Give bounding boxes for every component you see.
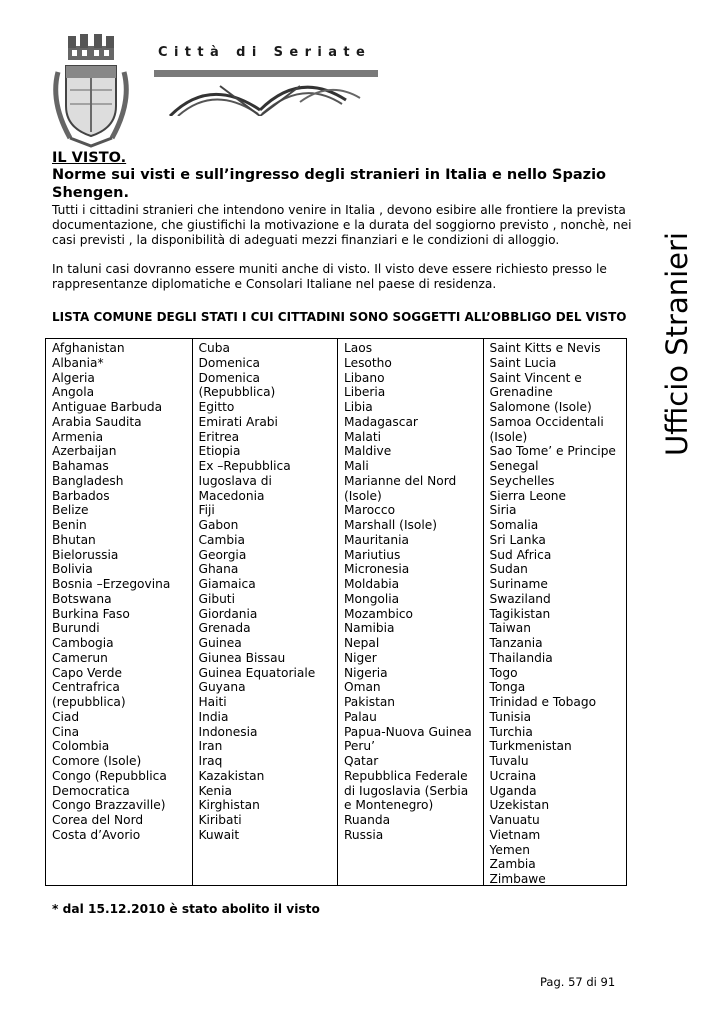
country-item: e Montenegro) <box>344 798 434 813</box>
paragraph-1: Tutti i cittadini stranieri che intendono venire in Italia , devono esibire alle frontiere la prevista documentazione, che giustifichi la motivazione e la durata del soggiorno previsto , nonchè, nei casi previsti , la disponibilità di adeguati mezzi finanziari e le condizioni di alloggio. <box>52 203 632 247</box>
country-item: Moldabia <box>344 577 400 591</box>
country-item: Marshall (Isole) <box>344 518 437 532</box>
countries-column-1 <box>46 339 192 885</box>
country-item: Siria <box>489 503 517 518</box>
country-item: Burkina Faso <box>52 606 130 621</box>
country-item: Maldive <box>344 444 392 459</box>
country-item: Guinea <box>198 636 242 650</box>
country-item: Vanuatu <box>489 813 540 827</box>
country-item: Sri Lanka <box>489 532 546 547</box>
country-item: (repubblica) <box>52 695 126 709</box>
country-item: Vietnam <box>489 827 541 842</box>
country-item: (Repubblica) <box>198 385 276 400</box>
country-item: Sudan <box>489 562 528 577</box>
country-item: Qatar <box>344 754 379 768</box>
country-item: Giordania <box>198 606 258 621</box>
country-item: Capo Verde <box>52 665 122 680</box>
country-item: Suriname <box>489 577 548 591</box>
country-item: Corea del Nord <box>52 813 144 827</box>
country-item: Bahamas <box>52 459 109 473</box>
country-item: India <box>198 709 229 724</box>
country-item: Somalia <box>489 518 539 532</box>
coat-of-arms-icon <box>48 32 134 148</box>
country-item: Algeria <box>52 370 95 385</box>
country-item: Cina <box>52 724 80 739</box>
country-item: Saint Kitts e Nevis <box>489 341 601 355</box>
countries-column-3 <box>337 339 483 885</box>
country-item: Azerbaijan <box>52 444 117 459</box>
country-item: Iugoslava di <box>198 473 272 488</box>
section-title: IL VISTO. <box>52 150 127 166</box>
country-item: Giamaica <box>198 577 256 591</box>
country-item: Bosnia –Erzegovina <box>52 577 171 591</box>
side-label <box>660 232 694 456</box>
country-item: Congo (Repubblica <box>52 768 167 783</box>
country-item: Benin <box>52 518 87 532</box>
country-item: Kazakistan <box>198 768 265 783</box>
country-item: Burundi <box>52 621 100 636</box>
country-item: Costa d’Avorio <box>52 827 141 842</box>
country-item: Libano <box>344 370 385 385</box>
country-item: Egitto <box>198 400 235 414</box>
country-item: Saint Vincent e <box>489 370 582 385</box>
country-item: Ruanda <box>344 813 391 827</box>
country-item: Eritrea <box>198 429 240 444</box>
country-item: Peru’ <box>344 739 376 754</box>
country-item: Ucraina <box>489 768 537 783</box>
country-item: Ciad <box>52 709 80 724</box>
country-item: Afghanistan <box>52 341 125 355</box>
country-item: Albania* <box>52 355 104 370</box>
country-item: Cuba <box>198 341 230 355</box>
country-item: di Iugoslavia (Serbia <box>344 783 469 798</box>
country-item: Saint Lucia <box>489 355 557 370</box>
country-item: Russia <box>344 827 384 842</box>
country-item: Zambia <box>489 857 536 872</box>
country-item: Tuvalu <box>489 754 529 768</box>
country-item: Domenica <box>198 370 260 385</box>
country-item: (Isole) <box>344 488 382 503</box>
country-item: Nepal <box>344 636 380 650</box>
country-item: Marianne del Nord <box>344 473 457 488</box>
footnote: * dal 15.12.2010 è stato abolito il visto <box>52 902 320 916</box>
country-item: Domenica <box>198 355 260 370</box>
country-item: Comore (Isole) <box>52 754 142 768</box>
country-item: Mauritania <box>344 532 409 547</box>
country-item: Belize <box>52 503 89 518</box>
country-item: Mali <box>344 459 369 473</box>
country-item: Kirghistan <box>198 798 260 813</box>
country-item: Haiti <box>198 695 227 709</box>
country-item: Colombia <box>52 739 110 754</box>
country-item: Trinidad e Tobago <box>489 695 597 709</box>
section-subtitle: Norme sui visti e sull’ingresso degli stranieri in Italia e nello Spazio Shengen. <box>52 167 606 201</box>
country-item: Yemen <box>489 842 530 857</box>
country-item: Kenia <box>198 783 232 798</box>
country-item: Madagascar <box>344 414 418 429</box>
country-item: (Isole) <box>489 429 528 444</box>
country-item: Pakistan <box>344 695 396 709</box>
country-item: Camerun <box>52 650 108 665</box>
country-item: Mongolia <box>344 591 400 606</box>
country-item: Seychelles <box>489 473 555 488</box>
country-item: Micronesia <box>344 562 410 577</box>
country-item: Fiji <box>198 503 215 518</box>
country-item: Niger <box>344 650 377 665</box>
country-item: Ghana <box>198 562 239 577</box>
paragraph-2: In taluni casi dovranno essere muniti anche di visto. Il visto deve essere richiesto presso le rappresentanze diplomatiche e Consolari Italiane nel paese di residenza. <box>52 262 607 291</box>
country-item: Turkmenistan <box>489 739 572 754</box>
list-title: LISTA COMUNE DEGLI STATI I CUI CITTADINI SONO SOGGETTI ALL’OBBLIGO DEL VISTO <box>52 310 627 324</box>
country-item: Gibuti <box>198 591 235 606</box>
side-label-text: Ufficio Stranieri <box>660 232 694 456</box>
country-item: Emirati Arabi <box>198 414 278 429</box>
country-item: Swaziland <box>489 591 551 606</box>
country-item: Namibia <box>344 621 395 636</box>
country-item: Salomone (Isole) <box>489 400 592 414</box>
country-item: Macedonia <box>198 488 265 503</box>
country-item: Grenadine <box>489 385 553 400</box>
country-item: Liberia <box>344 385 386 400</box>
country-item: Lesotho <box>344 355 392 370</box>
country-item: Tagikistan <box>489 606 551 621</box>
country-item: Botswana <box>52 591 112 606</box>
country-item: Mariutius <box>344 547 401 562</box>
country-item: Sierra Leone <box>489 488 567 503</box>
country-item: Uzekistan <box>489 798 550 813</box>
country-item: Togo <box>489 665 518 680</box>
country-item: Kuwait <box>198 827 240 842</box>
country-item: Iran <box>198 739 223 754</box>
country-item: Repubblica Federale <box>344 768 468 783</box>
country-item: Guinea Equatoriale <box>198 665 316 680</box>
country-item: Arabia Saudita <box>52 414 142 429</box>
country-item: Barbados <box>52 488 110 503</box>
country-item: Antiguae Barbuda <box>52 400 163 414</box>
country-item: Ex –Repubblica <box>198 459 291 473</box>
country-item: Sud Africa <box>489 547 552 562</box>
country-item: Malati <box>344 429 382 444</box>
country-item: Taiwan <box>489 621 531 636</box>
countries-column-2 <box>192 339 338 885</box>
country-item: Tunisia <box>489 709 532 724</box>
country-item: Angola <box>52 385 95 400</box>
country-item: Indonesia <box>198 724 258 739</box>
country-item: Bangladesh <box>52 473 124 488</box>
country-item: Palau <box>344 709 377 724</box>
city-name: Città di Seriate <box>158 45 372 60</box>
page-number: Pag. 57 di 91 <box>540 975 616 989</box>
country-item: Etiopia <box>198 444 241 459</box>
country-item: Sao Tome’ e Principe <box>489 444 616 459</box>
country-item: Thailandia <box>489 650 553 665</box>
country-item: Guyana <box>198 680 246 695</box>
countries-table <box>45 338 627 886</box>
country-item: Uganda <box>489 783 537 798</box>
country-item: Libia <box>344 400 373 414</box>
country-item: Cambia <box>198 532 245 547</box>
country-item: Democratica <box>52 783 130 798</box>
country-item: Cambogia <box>52 636 114 650</box>
country-item: Congo Brazzaville) <box>52 798 166 813</box>
country-item: Georgia <box>198 547 247 562</box>
country-item: Mozambico <box>344 606 413 621</box>
country-item: Bhutan <box>52 532 96 547</box>
country-item: Senegal <box>489 459 539 473</box>
country-item: Marocco <box>344 503 396 518</box>
country-item: Armenia <box>52 429 104 444</box>
country-item: Papua-Nuova Guinea <box>344 724 472 739</box>
country-item: Tonga <box>489 680 526 695</box>
country-item: Oman <box>344 680 381 695</box>
country-item: Tanzania <box>489 636 543 650</box>
country-item: Gabon <box>198 518 239 532</box>
country-item: Laos <box>344 341 373 355</box>
country-item: Iraq <box>198 754 223 768</box>
country-item: Kiribati <box>198 813 242 827</box>
country-item: Centrafrica <box>52 680 120 695</box>
country-item: Turchia <box>489 724 533 739</box>
country-item: Bolivia <box>52 562 93 577</box>
countries-column-4 <box>483 339 627 885</box>
country-item: Bielorussia <box>52 547 119 562</box>
country-item: Grenada <box>198 621 251 636</box>
country-item: Giunea Bissau <box>198 650 286 665</box>
country-item: Zimbawe <box>489 872 546 886</box>
country-item: Nigeria <box>344 665 388 680</box>
country-item: Samoa Occidentali <box>489 414 604 429</box>
